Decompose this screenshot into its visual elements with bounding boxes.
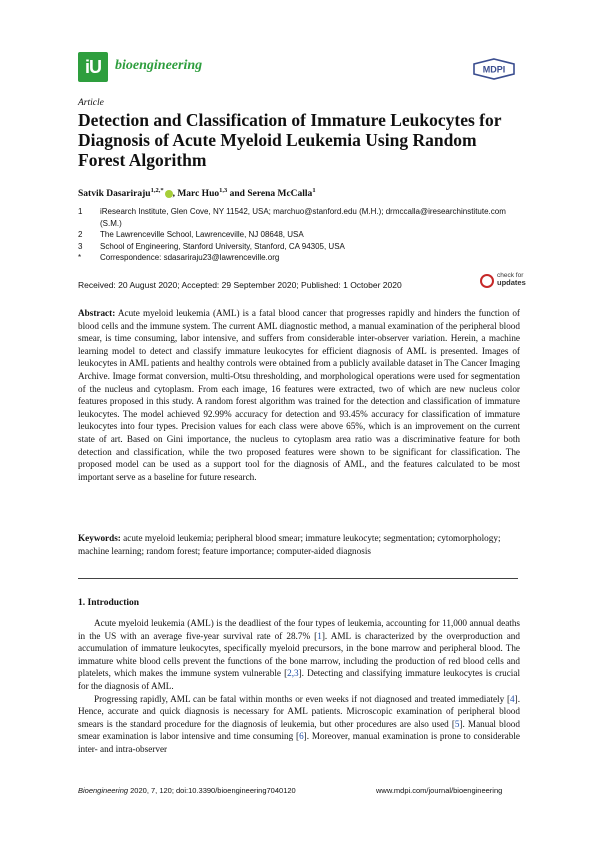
publication-dates: Received: 20 August 2020; Accepted: 29 September 2020; Published: 1 October 2020 (78, 280, 402, 290)
journal-logo-glyph: iU (85, 57, 101, 77)
citation-link[interactable]: 4 (510, 693, 515, 704)
affiliation-mark: * (78, 253, 82, 262)
check-updates-line1: check for (497, 272, 524, 279)
author-affil: 1,3 (219, 187, 228, 194)
article-type: Article (78, 98, 104, 108)
abstract-label: Abstract: (78, 308, 116, 318)
paragraph-text: Progressing rapidly, AML can be fatal within months or even weeks if not diagnosed and treated immediately [ (94, 693, 511, 704)
orcid-icon[interactable] (165, 190, 173, 198)
paper-title: Detection and Classification of Immature Leukocytes for Diagnosis of Acute Myeloid Leukemia Using Random Forest Algorithm (78, 110, 502, 170)
keywords (78, 532, 520, 557)
author-name[interactable]: Marc Huo (177, 189, 220, 200)
abstract-text: Acute myeloid leukemia (AML) is a fatal blood cancer that progresses rapidly and hinders the function of blood cells and the immune system. The current AML diagnostic method, a manual examination of the peripheral blood smear, is time consuming, labor intensive, and suffers from considerable inter-observer variation. Herein, a machine learning model to detect and classify immature leukocytes for efficient diagnosis of AML is presented. Images of leukocytes in AML patients and healthy controls were obtained from a publicly available dataset in The Cancer Imaging Archive. Image format conversion, multi-Otsu thresholding, and morphological operations were used for segmentation of the nucleus and cytoplasm. From each image, 16 features were extracted, two of which are new nucleus color features proposed in this study. A random forest algorithm was trained for the detection and classification of immature leukocytes. The model achieved 92.99% accuracy for detection and 93.45% accuracy for classification of immature leukocytes into four types. Precision values for each class were above 65%, which is an improvement on the current state of art. Based on Gini importance, the nucleus to cytoplasm area ratio was a discriminative feature for both detection and classification, while the two proposed features were shown to be significant for classification. The proposed model can be used as a support tool for the diagnosis of AML, and the features calculated to be most important serve as a baseline for future research. (78, 308, 520, 482)
paragraph (78, 617, 520, 693)
check-updates-line2: updates (497, 278, 526, 287)
journal-logo (78, 52, 108, 82)
footer-citation (78, 786, 296, 795)
affiliation-item (78, 206, 518, 229)
check-updates-icon (480, 274, 494, 288)
paragraph-text: ]. Moreover, manual examination is prone to considerable inter- and intra-observer (78, 731, 520, 754)
affiliation-text: iResearch Institute, Glen Cove, NY 11542, USA; marchuo@stanford.edu (M.H.); drmccalla@iresearchinstitute.com (S.M.) (100, 207, 506, 228)
keywords-text: acute myeloid leukemia; peripheral blood smear; immature leukocyte; segmentation; cytomorphology; machine learning; random forest; feature importance; computer-aided diagnosis (78, 533, 501, 556)
affiliation-text: The Lawrenceville School, Lawrenceville, NJ 08648, USA (100, 230, 304, 239)
affiliation-text: School of Engineering, Stanford University, Stanford, CA 94305, USA (100, 241, 345, 251)
affiliation-item (78, 229, 518, 241)
footer-url[interactable]: www.mdpi.com/journal/bioengineering (376, 786, 503, 795)
abstract (78, 307, 520, 483)
divider (78, 578, 518, 579)
paragraph-text: ]. Detecting and classifying immature leukocytes is crucial for the diagnosis of AML. (78, 668, 520, 691)
affiliation-mark: 1 (78, 207, 83, 216)
footer-citation-text: 2020, 7, 120; doi:10.3390/bioengineering7040120 (130, 786, 296, 795)
citation-link[interactable]: 6 (299, 731, 304, 742)
paragraph (78, 693, 520, 756)
affiliation-item (78, 241, 518, 253)
paragraph-text: ]. Manual blood smear examination is labor intensive and time consuming [ (78, 718, 520, 742)
affiliation-mark: 2 (78, 230, 83, 239)
correspondence-text[interactable]: Correspondence: sdasariraju23@lawrenceville.org (100, 253, 280, 262)
author-name[interactable]: Serena McCalla (247, 189, 313, 200)
author-name[interactable]: Satvik Dasariraju (78, 189, 151, 200)
citation-link[interactable]: 5 (454, 718, 460, 729)
author-affil: 1,2,* (150, 187, 164, 194)
section-body (78, 617, 520, 756)
paragraph-text: Acute myeloid leukemia (AML) is the deadliest of the four types of leukemia, accounting for 11,000 annual deaths in the US with an average five-year survival rate of 28.7% [ (78, 618, 520, 641)
check-for-updates-badge[interactable] (480, 272, 526, 292)
journal-name: bioengineering (115, 58, 203, 73)
mdpi-logo (472, 58, 516, 80)
author-list: Satvik Dasariraju$^{1,2,*}$ , Marc Huo$^{1,3}$ and Serena McCalla$^1$ (78, 187, 316, 200)
section-heading: 1. Introduction (78, 598, 140, 608)
author-conjunction: and (229, 189, 245, 200)
affiliations (78, 206, 518, 264)
affiliation-mark: 3 (78, 241, 83, 251)
keywords-label: Keywords: (78, 533, 121, 543)
check-updates-text (497, 272, 526, 287)
footer-journal: Bioengineering (78, 786, 129, 795)
affiliation-item (78, 252, 518, 264)
citation-link[interactable]: 2,3 (287, 668, 299, 679)
paragraph-text: ]. Hence, accurate and quick diagnosis is necessary for AML patients. Microscopic examination of peripheral blood smears is the standard procedure for the diagnosis of leukemia, but other procedures are also used [ (78, 693, 520, 729)
author-affil: 1 (312, 187, 316, 194)
mdpi-logo-text: MDPI (482, 64, 506, 75)
paragraph-text: ]. AML is characterized by the overproduction and accumulation of immature leukocytes, specifically myeloid precursors, in the bone marrow and peripheral blood. The immature white blood cells prevent the functions of the bone marrow, including the production of red blood cells and platelets, which makes the immune system vulnerable [ (78, 630, 520, 679)
citation-link[interactable]: 1 (317, 630, 322, 641)
